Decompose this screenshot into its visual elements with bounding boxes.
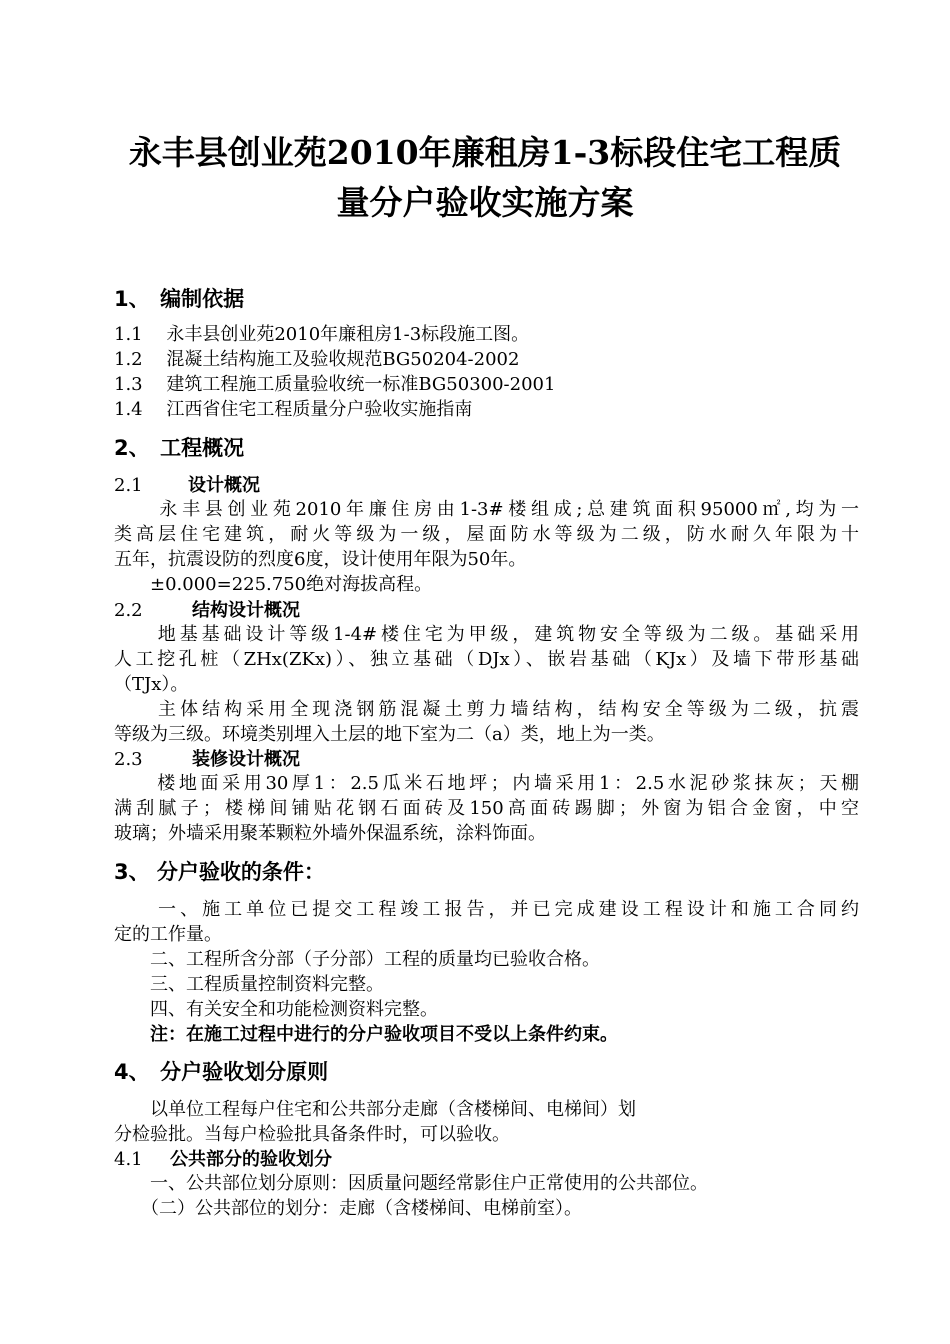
section-4-heading: 4、 分户验收划分原则 bbox=[114, 1060, 329, 1084]
paragraph-line: 以单位工程每户住宅和公共部分走廊（含楼梯间、电梯间）划 bbox=[114, 1099, 636, 1120]
subsection-2-3-heading bbox=[114, 748, 300, 772]
subsection-number: 2.1 bbox=[114, 475, 143, 496]
paragraph-line: 三、工程质量控制资料完整。 bbox=[114, 974, 384, 995]
paragraph-line: 五年，抗震设防的烈度6度，设计使用年限为50年。 bbox=[114, 549, 527, 570]
paragraph-line: 四、有关安全和功能检测资料完整。 bbox=[114, 999, 438, 1020]
subsection-title: 公共部分的验收划分 bbox=[170, 1149, 332, 1170]
subsection-4-1-heading bbox=[114, 1148, 332, 1172]
reference-item: 1.2 混凝土结构施工及验收规范BG50204-2002 bbox=[114, 349, 520, 370]
document-title-line-2: 量分户验收实施方案 bbox=[336, 183, 634, 222]
section-3-heading: 3、 分户验收的条件： bbox=[114, 860, 325, 884]
paragraph-line: （二）公共部位的划分：走廊（含楼梯间、电梯前室）。 bbox=[114, 1198, 582, 1219]
subsection-number: 2.3 bbox=[114, 749, 143, 770]
section-2-heading: 2、 工程概况 bbox=[114, 436, 245, 460]
paragraph-line: 地基基础设计等级1-4#楼住宅为甲级，建筑物安全等级为二级。基础采用 bbox=[114, 624, 859, 645]
subsection-title: 装修设计概况 bbox=[192, 749, 300, 770]
subsection-title: 设计概况 bbox=[188, 475, 260, 496]
paragraph-line: 人工挖孔桩（ZHx(ZKx)）、独立基础（DJx）、嵌岩基础（KJx）及墙下带形基础 bbox=[114, 649, 859, 670]
paragraph-line: 类高层住宅建筑，耐火等级为一级，屋面防水等级为二级，防水耐久年限为十 bbox=[114, 524, 859, 545]
reference-item: 1.3 建筑工程施工质量验收统一标准BG50300-2001 bbox=[114, 374, 556, 395]
reference-item: 1.4 江西省住宅工程质量分户验收实施指南 bbox=[114, 399, 473, 420]
paragraph-line: 一、施工单位已提交工程竣工报告，并已完成建设工程设计和施工合同约 bbox=[114, 899, 859, 920]
paragraph-line: 一、公共部位划分原则：因质量问题经常影住户正常使用的公共部位。 bbox=[114, 1173, 708, 1194]
section-1-heading: 1、 编制依据 bbox=[114, 287, 245, 311]
paragraph-line: 分检验批。当每户检验批具备条件时，可以验收。 bbox=[114, 1124, 510, 1145]
paragraph-line: 满刮腻子；楼梯间铺贴花钢石面砖及150高面砖踢脚；外窗为铝合金窗，中空 bbox=[114, 798, 859, 819]
paragraph-line: 定的工作量。 bbox=[114, 924, 222, 945]
subsection-title: 结构设计概况 bbox=[192, 600, 300, 621]
paragraph-line: 永丰县创业苑2010年廉住房由1-3#楼组成;总建筑面积95000㎡,均为一 bbox=[114, 499, 859, 520]
paragraph-line: （TJx）。 bbox=[114, 674, 189, 695]
paragraph-line: ±0.000=225.750绝对海拔高程。 bbox=[114, 574, 433, 595]
note-line: 注：在施工过程中进行的分户验收项目不受以上条件约束。 bbox=[114, 1024, 618, 1045]
paragraph-line: 玻璃；外墙采用聚苯颗粒外墙外保温系统，涂料饰面。 bbox=[114, 823, 546, 844]
subsection-number: 2.2 bbox=[114, 600, 143, 621]
paragraph-line: 二、工程所含分部（子分部）工程的质量均已验收合格。 bbox=[114, 949, 600, 970]
document-title-line-1: 永丰县创业苑2010年廉租房1-3标段住宅工程质 bbox=[128, 133, 842, 172]
paragraph-line: 楼地面采用30厚1：2.5瓜米石地坪；内墙采用1：2.5水泥砂浆抹灰；天棚 bbox=[114, 773, 859, 794]
subsection-number: 4.1 bbox=[114, 1149, 143, 1170]
paragraph-line: 主体结构采用全现浇钢筋混凝土剪力墙结构，结构安全等级为二级，抗震 bbox=[114, 699, 859, 720]
reference-item: 1.1 永丰县创业苑2010年廉租房1-3标段施工图。 bbox=[114, 324, 530, 345]
paragraph-line: 等级为三级。环境类别埋入土层的地下室为二（a）类，地上为一类。 bbox=[114, 724, 665, 745]
subsection-2-2-heading bbox=[114, 599, 300, 623]
subsection-2-1-heading bbox=[114, 474, 260, 498]
